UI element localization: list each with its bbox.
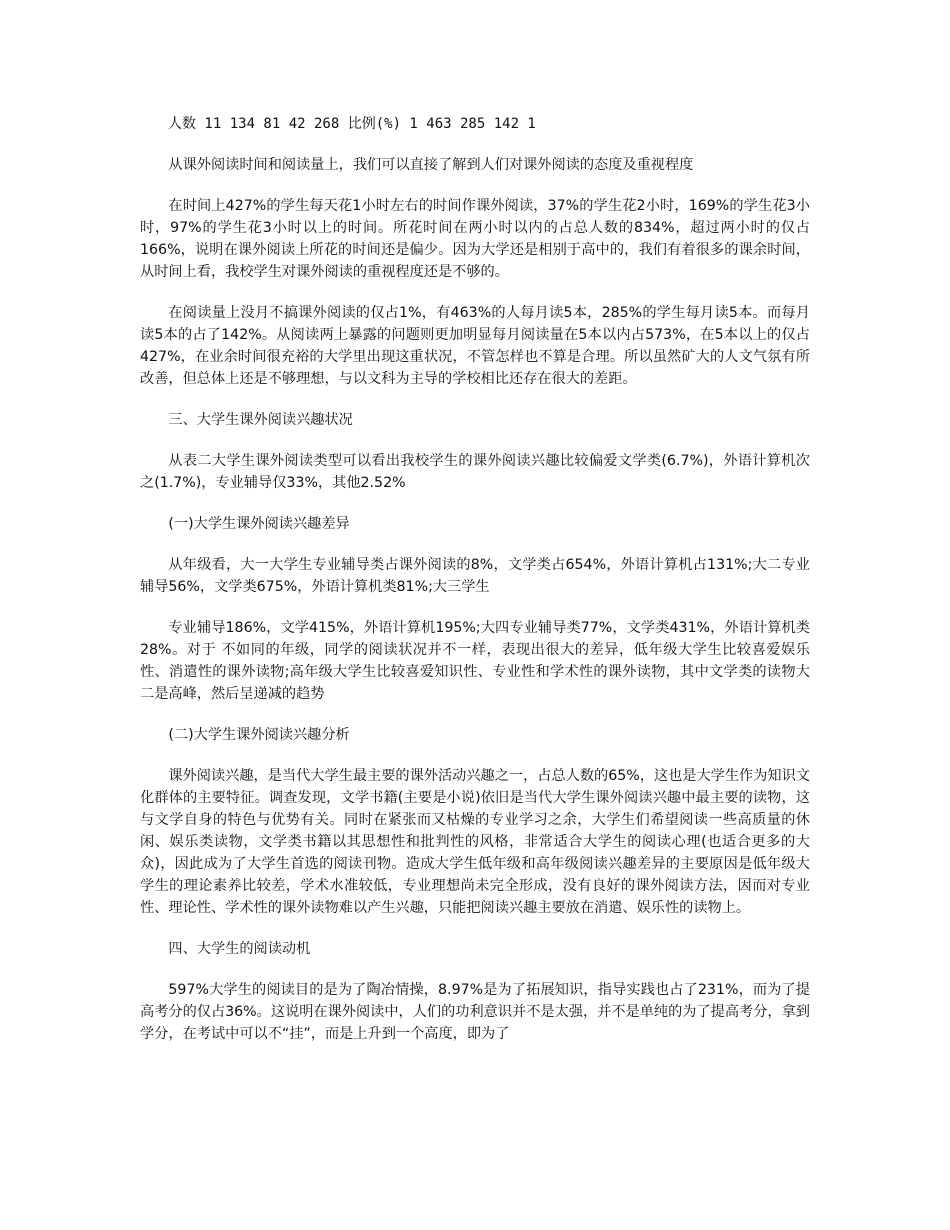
paragraph-reading-time: 在时间上427%的学生每天花1小时左右的时间作课外阅读，37%的学生花2小时，169%的学生花3小时，97%的学生花3小时以上的时间。所花时间在两小时以内的占总人数的834%，超过两小时的仅占166%，说明在课外阅读上所花的时间还是偏少。因为大学还是相别于高中的，我们有着很多的课余时间，从时间上看，我校学生对课外阅读的重视程度还是不够的。 [140,198,810,280]
paragraph-grade-differences: 从年级看，大一大学生专业辅导类占课外阅读的8%，文学类占654%，外语计算机占131%;大二专业辅导56%，文学类675%，外语计算机类81%;大三学生 [140,557,810,595]
paragraph-interest-analysis: 课外阅读兴趣，是当代大学生最主要的课外活动兴趣之一，占总人数的65%，这也是大学生作为知识文化群体的主要特征。调查发现，文学书籍(主要是小说)依旧是当代大学生课外阅读兴趣中最主要的读物，这与文学自身的特色与优势有关。同时在紧张而又枯燥的专业学习之余，大学生们希望阅读一些高质量的休闲、娱乐类读物，文学类书籍以其思想性和批判性的风格，非常适合大学生的阅读心理(也适合更多的大众)，因此成为了大学生首选的阅读刊物。造成大学生低年级和高年级阅读兴趣差异的主要原因是低年级大学生的理论素养比较差，学术水准较低，专业理想尚未完全形成，没有良好的课外阅读方法，因而对专业性、理论性、学术性的课外读物难以产生兴趣，只能把阅读兴趣主要放在消遣、娱乐性的读物上。 [140,768,810,916]
document-page [140,113,810,1064]
paragraph-reading-volume: 在阅读量上没月不搞课外阅读的仅占1%，有463%的人每月读5本，285%的学生每月读5本。而每月读5本的占了142%。从阅读两上暴露的问题则更加明显每月阅读量在5本以内占573%，在5本以上的仅占427%，在业余时间很充裕的大学里出现这重状况，不管怎样也不算是合理。所以虽然矿大的人文气氛有所改善，但总体上还是不够理想，与以文科为主导的学校相比还存在很大的差距。 [140,305,810,387]
subsection-heading-2: (二)大学生课外阅读兴趣分析 [168,727,350,743]
section-heading-3: 三、大学生课外阅读兴趣状况 [168,412,353,428]
table-data-row: 人数 11 134 81 42 268 比例(%) 1 463 285 142 1 [168,116,536,132]
paragraph-reading-types: 从表二大学生课外阅读类型可以看出我校学生的课外阅读兴趣比较偏爱文学类(6.7%)，外语计算机次之(1.7%)，专业辅导仅33%，其他2.52% [140,453,810,491]
paragraph-intro: 从课外阅读时间和阅读量上，我们可以直接了解到人们对课外阅读的态度及重视程度 [168,157,694,173]
subsection-heading-1: (一)大学生课外阅读兴趣差异 [168,516,350,532]
section-heading-4: 四、大学生的阅读动机 [168,941,311,957]
paragraph-reading-motivation: 597%大学生的阅读目的是为了陶冶情操，8.97%是为了拓展知识，指导实践也占了231%，而为了提高考分的仅占36%。这说明在课外阅读中，人们的功利意识并不是太强，并不是单纯的为了提高考分，拿到学分，在考试中可以不“挂”，而是上升到一个高度，即为了 [140,982,810,1042]
paragraph-grade-differences-cont: 专业辅导186%，文学415%，外语计算机195%;大四专业辅导类77%，文学类431%，外语计算机类28%。对于 不如同的年级，同学的阅读状况并不一样，表现出很大的差异，低年级大学生比较喜爱娱乐性、消遣性的课外读物;高年级大学生比较喜爱知识性、专业性和学术性的课外读物，其中文学类的读物大二是高峰，然后呈递减的趋势 [140,620,810,702]
